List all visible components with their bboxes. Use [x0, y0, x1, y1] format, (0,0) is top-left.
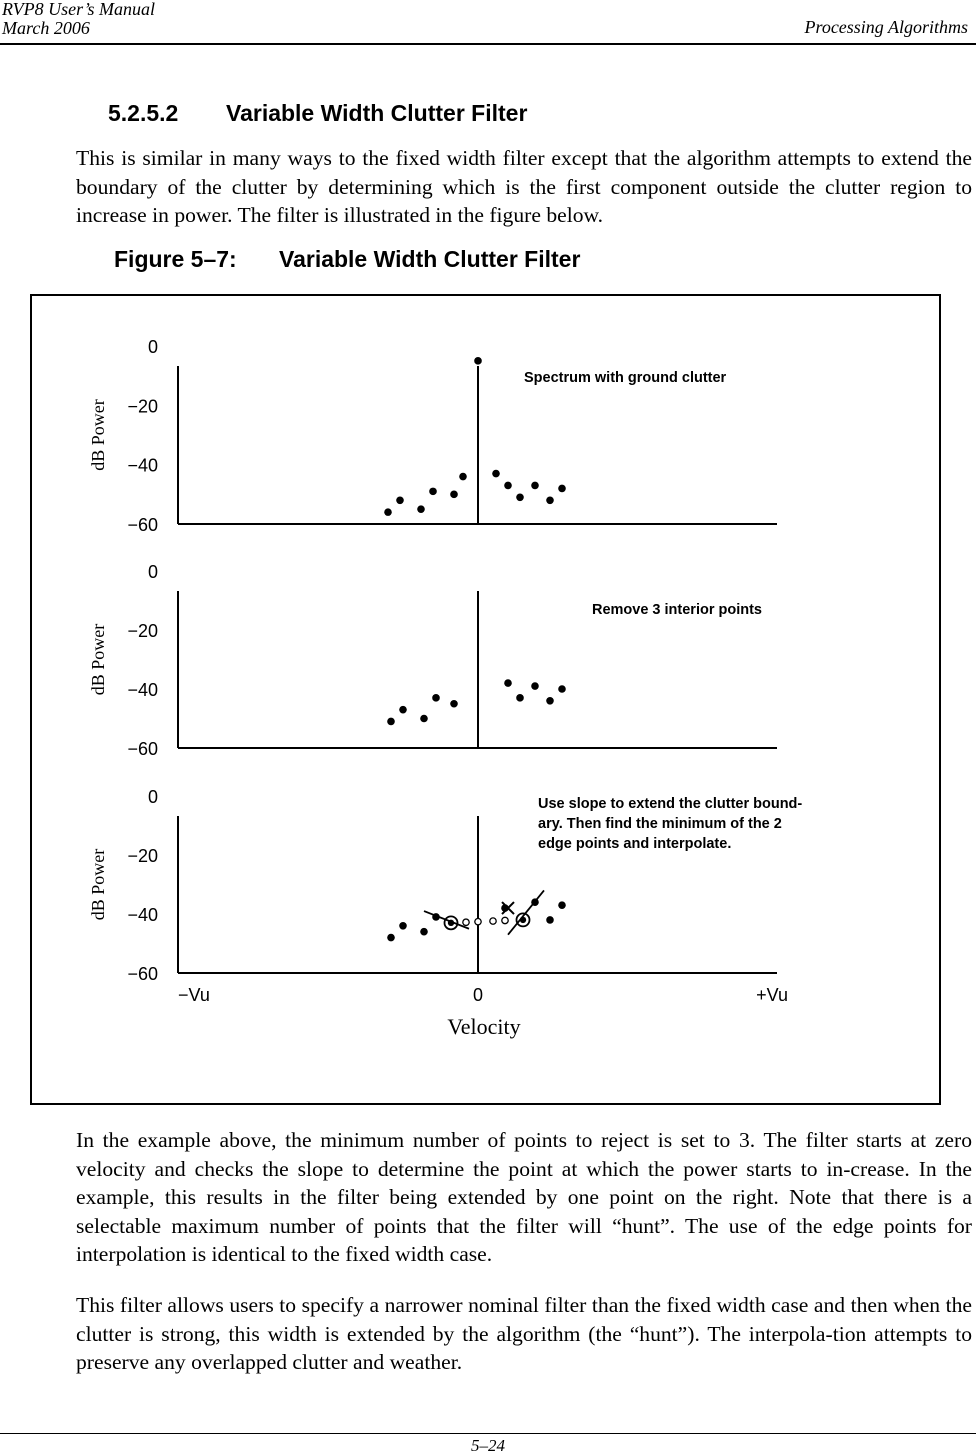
data-point	[504, 482, 512, 490]
section-title: Variable Width Clutter Filter	[226, 100, 528, 126]
chart-annotation-line: ary. Then find the minimum of the 2	[538, 816, 782, 832]
y-tick-label: −20	[127, 396, 158, 417]
x-tick-label: 0	[472, 985, 484, 1005]
y-tick-label: −40	[127, 680, 158, 700]
figure-caption	[114, 246, 580, 273]
data-point	[459, 473, 467, 481]
y-axis-label: dB Power	[88, 399, 108, 471]
data-point	[396, 496, 404, 504]
y-tick-label: −60	[127, 964, 158, 984]
edge-point	[448, 920, 454, 926]
figure-title: Variable Width Clutter Filter	[279, 246, 581, 272]
interpolated-point	[490, 918, 496, 924]
chapter-title: Processing Algorithms	[804, 17, 968, 37]
data-point	[420, 928, 428, 936]
chart-annotation-line: Use slope to extend the clutter bound-	[538, 796, 803, 812]
section-number: 5.2.5.2	[108, 100, 179, 126]
data-point	[384, 508, 392, 516]
data-point	[450, 491, 458, 499]
data-point	[558, 685, 566, 693]
section-heading	[108, 100, 527, 127]
data-point	[546, 697, 554, 705]
data-point	[432, 694, 440, 702]
intro-paragraph: This is similar in many ways to the fixed width filter except that the algorithm attempts to extend the boundary of the clutter by determining which is the first component outside the clutter region to increase in power. The filter is illustrated in the figure below.	[76, 146, 972, 227]
y-axis-label: dB Power	[88, 848, 108, 921]
x-tick-label: −Vu	[178, 985, 210, 1005]
y-tick-label: 0	[147, 337, 158, 357]
data-point	[516, 494, 524, 502]
data-point	[516, 694, 524, 702]
data-point	[387, 934, 395, 942]
figure-frame	[30, 294, 941, 1105]
y-tick-label: 0	[147, 787, 158, 807]
manual-title: RVP8 User’s Manual	[2, 0, 155, 19]
y-tick-label: −60	[127, 739, 158, 759]
interpolated-point	[463, 919, 469, 925]
data-point	[531, 482, 539, 490]
interpolated-point	[475, 918, 481, 924]
data-point	[492, 470, 500, 478]
header-manual-block	[2, 0, 155, 38]
data-point	[474, 357, 482, 365]
data-point	[504, 679, 512, 687]
x-tick-label: +Vu	[756, 985, 788, 1005]
y-tick-label: 0	[147, 562, 158, 582]
data-point	[558, 485, 566, 493]
y-tick-label: −40	[127, 905, 158, 925]
example-paragraph: In the example above, the minimum number of points to reject is set to 3. The filter starts at zero velocity and checks the slope to determine the point at which the power starts to in-crease. In the example, this results in the filter being extended by one point on the right. Note that there is a selectable maximum number of points that the filter will “hunt”. The use of the edge points for interpolation is identical to the fixed width case.	[76, 1128, 972, 1266]
figure-number: Figure 5–7:	[114, 246, 237, 272]
data-point	[399, 706, 407, 714]
y-tick-label: −20	[127, 621, 158, 641]
data-point	[387, 718, 395, 726]
page-number: 5–24	[471, 1436, 505, 1455]
data-point	[420, 715, 428, 723]
y-tick-label: −40	[127, 455, 158, 476]
y-tick-label: −60	[127, 515, 158, 535]
data-point	[429, 488, 437, 496]
edge-point	[520, 917, 526, 923]
y-tick-label: −20	[127, 846, 158, 866]
chart-annotation: Remove 3 interior points	[591, 602, 762, 618]
slope-marker	[424, 911, 469, 929]
header-rule	[0, 43, 976, 45]
data-point	[432, 913, 440, 921]
data-point	[417, 505, 425, 513]
data-point	[531, 682, 539, 690]
manual-date: March 2006	[2, 18, 90, 38]
interpolated-point	[502, 917, 508, 923]
chart-annotation-line: edge points and interpolate.	[538, 836, 732, 852]
figure-charts	[32, 296, 939, 1103]
data-point	[450, 700, 458, 708]
data-point	[531, 898, 539, 906]
footer-rule	[0, 1433, 976, 1434]
chart-annotation: Spectrum with ground clutter	[524, 370, 727, 386]
summary-paragraph: This filter allows users to specify a narrower nominal filter than the fixed width case and then when the clutter is strong, this width is extended by the algorithm (the “hunt”). The interpola-tion attempts to preserve any overlapped clutter and weather.	[76, 1293, 972, 1374]
y-axis-label: dB Power	[88, 623, 108, 696]
x-axis-label: Velocity	[447, 1014, 521, 1039]
data-point	[558, 901, 566, 909]
data-point	[399, 922, 407, 930]
data-point	[546, 916, 554, 924]
data-point	[546, 496, 554, 504]
